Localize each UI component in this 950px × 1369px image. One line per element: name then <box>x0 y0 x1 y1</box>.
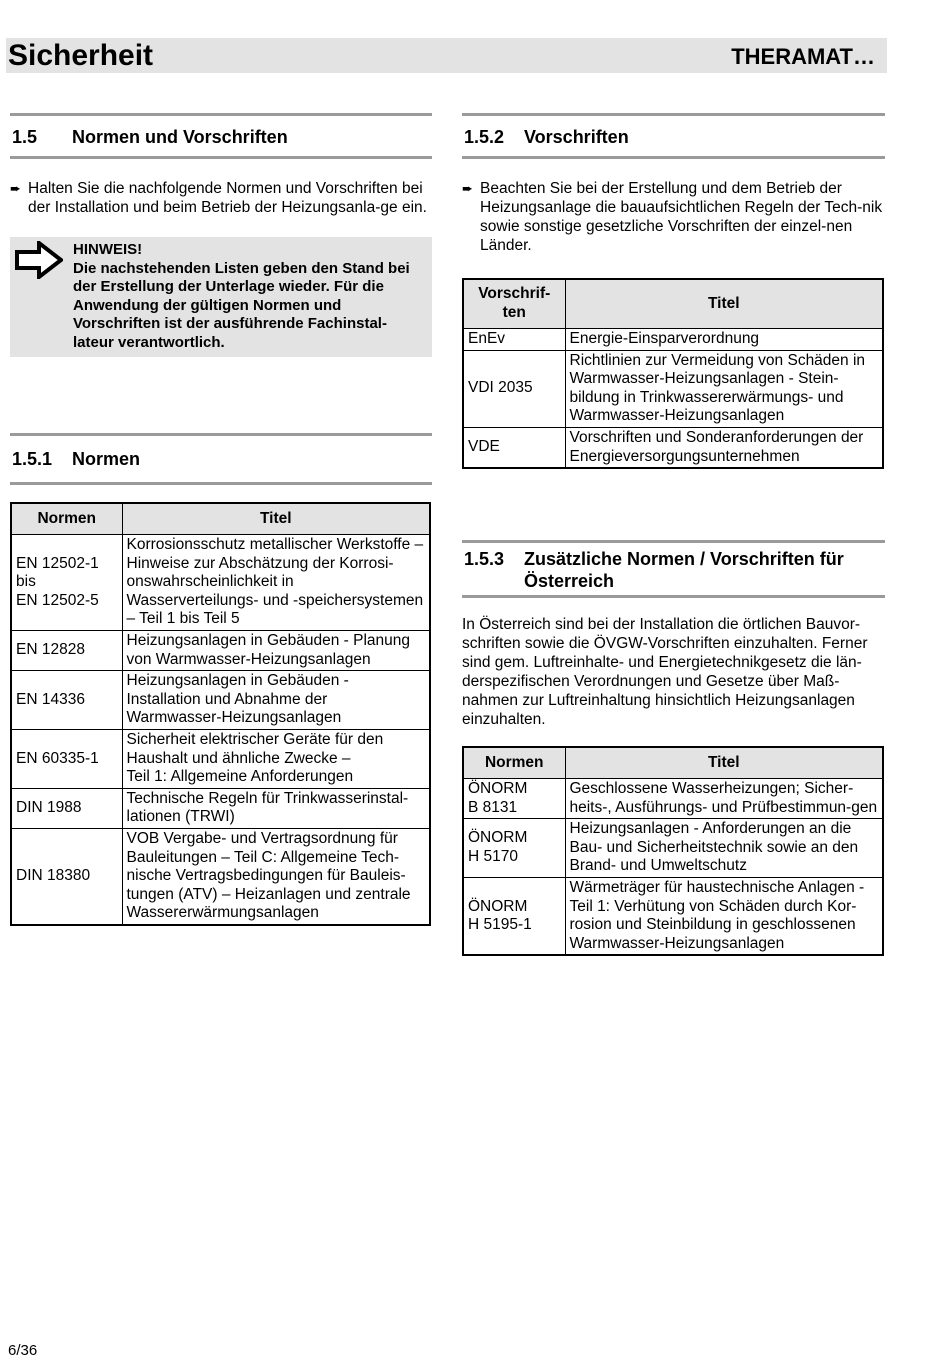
column-header: Titel <box>122 503 430 535</box>
section-number: 1.5.1 <box>12 449 53 469</box>
column-header: Normen <box>11 503 122 535</box>
norm-code-cell: ÖNORM B 8131 <box>463 779 565 819</box>
norm-title-cell: Korrosionsschutz metallischer Werkstoffe – Hinweise zur Abschätzung der Korrosi-onswahrscheinlichkeit in Wasserverteilungs- und -speichersystemen – Teil 1 bis Teil 5 <box>122 535 430 631</box>
arrow-right-icon: ➨ <box>462 181 473 196</box>
table-row <box>11 630 430 670</box>
vorschriften-table-wrap <box>462 278 884 469</box>
table-row <box>463 819 883 878</box>
note-label: HINWEIS! <box>73 241 143 258</box>
section-heading <box>10 436 432 482</box>
instruction-item <box>10 179 432 217</box>
table-body <box>463 779 883 956</box>
table-row <box>11 828 430 924</box>
section-rule-bottom <box>462 595 885 598</box>
norm-title-cell: Vorschriften und Sonderanforderungen der Energieversorgungsunternehmen <box>565 427 883 468</box>
section-rule-bottom <box>10 156 432 159</box>
section-rule-bottom <box>462 156 885 159</box>
section-heading <box>462 543 885 595</box>
table-header-row <box>463 747 883 779</box>
section-heading <box>10 116 432 156</box>
section-number: 1.5.2 <box>464 127 505 147</box>
table-row <box>11 535 430 631</box>
norm-title-cell: Energie-Einsparverordnung <box>565 329 883 351</box>
table-row <box>463 779 883 819</box>
norm-code-cell: EN 14336 <box>11 671 122 730</box>
column-header: Vorschrif-ten <box>463 279 565 329</box>
column-header: Normen <box>463 747 565 779</box>
table-row <box>463 427 883 468</box>
norm-code-cell: EN 12828 <box>11 630 122 670</box>
norm-title-cell: Geschlossene Wasserheizungen; Sicher-heits-, Ausführungs- und Prüfbestimmun-gen <box>565 779 883 819</box>
norm-title-cell: Sicherheit elektrischer Geräte für den Haushalt und ähnliche Zwecke – Teil 1: Allgemeine Anforderungen <box>122 729 430 788</box>
arrow-pointer-icon <box>15 241 63 285</box>
table-body <box>463 329 883 469</box>
note-box <box>10 237 432 357</box>
norm-title-cell: VOB Vergabe- und Vertragsordnung für Bauleitungen – Teil C: Allgemeine Tech-nische Vertragsbedingungen für Bauleis-tungen (ATV) – Heizanlagen und zentrale Wassererwärmungsanlagen <box>122 828 430 924</box>
section-number: 1.5 <box>12 127 38 147</box>
normen-table <box>10 502 431 926</box>
note-text: Die nachstehenden Listen geben den Stand bei der Erstellung der Unterlage wieder. Für die Anwendung der gültigen Normen und Vorschriften ist der ausführende Fachinstal-lateur verantwortlich. <box>73 259 410 351</box>
norm-code-cell: VDE <box>463 427 565 468</box>
normen-table-wrap <box>10 502 431 926</box>
table-row <box>463 350 883 427</box>
section-title: Zusätzliche Normen / Vorschriften für Österreich <box>524 549 844 591</box>
table-row <box>463 877 883 955</box>
norm-code-cell: EnEv <box>463 329 565 351</box>
table-row <box>11 729 430 788</box>
norm-code-cell: ÖNORM H 5195-1 <box>463 877 565 955</box>
table-header-row <box>463 279 883 329</box>
page-number: 6/36 <box>8 1342 38 1359</box>
austria-table-wrap <box>462 746 884 956</box>
table-row <box>11 671 430 730</box>
norm-title-cell: Technische Regeln für Trinkwasserinstal-lationen (TRWI) <box>122 788 430 828</box>
section-1-5-2 <box>462 113 885 255</box>
vorschriften-table <box>462 278 884 469</box>
norm-title-cell: Richtlinien zur Vermeidung von Schäden in Warmwasser-Heizungsanlagen - Stein-bildung in Trinkwassererwärmungs- und Warmwasser-Heizungsanlagen <box>565 350 883 427</box>
section-number: 1.5.3 <box>464 549 505 569</box>
norm-title-cell: Heizungsanlagen in Gebäuden - Installation und Abnahme der Warmwasser-Heizungsanlagen <box>122 671 430 730</box>
norm-code-cell: EN 60335-1 <box>11 729 122 788</box>
norm-code-cell: ÖNORM H 5170 <box>463 819 565 878</box>
table-row <box>463 329 883 351</box>
page-header <box>6 38 887 73</box>
table-header-row <box>11 503 430 535</box>
section-1-5-1 <box>10 433 432 485</box>
section-1-5 <box>10 113 432 357</box>
norm-code-cell: VDI 2035 <box>463 350 565 427</box>
table-row <box>11 788 430 828</box>
product-name: THERAMAT… <box>731 44 875 69</box>
section-title: Vorschriften <box>524 127 629 147</box>
arrow-right-icon: ➨ <box>10 181 21 196</box>
section-title: Normen <box>72 449 141 469</box>
norm-code-cell: EN 12502-1 bis EN 12502-5 <box>11 535 122 631</box>
norm-title-cell: Heizungsanlagen in Gebäuden - Planung von Warmwasser-Heizungsanlagen <box>122 630 430 670</box>
section-title: Normen und Vorschriften <box>72 127 288 147</box>
table-body <box>11 535 430 925</box>
section-heading <box>462 116 885 156</box>
norm-code-cell: DIN 18380 <box>11 828 122 924</box>
norm-title-cell: Wärmeträger für haustechnische Anlagen - Teil 1: Verhütung von Schäden durch Kor-rosion und Steinbildung in geschlossenen Warmwasser-Heizungsanlagen <box>565 877 883 955</box>
section-1-5-3 <box>462 540 885 729</box>
norm-code-cell: DIN 1988 <box>11 788 122 828</box>
instruction-item <box>462 179 885 255</box>
column-header: Titel <box>565 279 883 329</box>
norm-title-cell: Heizungsanlagen - Anforderungen an die Bau- und Sicherheitstechnik sowie an den Brand- und Umweltschutz <box>565 819 883 878</box>
instruction-text: Beachten Sie bei der Erstellung und dem Betrieb der Heizungsanlage die bauaufsichtlichen Regeln der Tech-nik sowie sonstige gesetzliche Vorschriften der einzel-nen Länder. <box>480 180 883 254</box>
page-title: Sicherheit <box>8 39 154 72</box>
column-header: Titel <box>565 747 883 779</box>
section-rule-bottom <box>10 482 432 485</box>
austria-paragraph: In Österreich sind bei der Installation die örtlichen Bauvor-schriften sowie die ÖVGW-Vorschriften einzuhalten. Ferner sind gem. Luftreinhalte- und Energietechnikgesetz die län-derspezifischen Verordnungen und Gesetze über Maß-nahmen zur Luftreinhaltung hinsichtlich Heizungsanlagen einzuhalten. <box>462 616 868 728</box>
instruction-text: Halten Sie die nachfolgende Normen und Vorschriften bei der Installation und beim Betrieb der Heizungsanla-ge ein. <box>28 180 427 216</box>
austria-table <box>462 746 884 956</box>
